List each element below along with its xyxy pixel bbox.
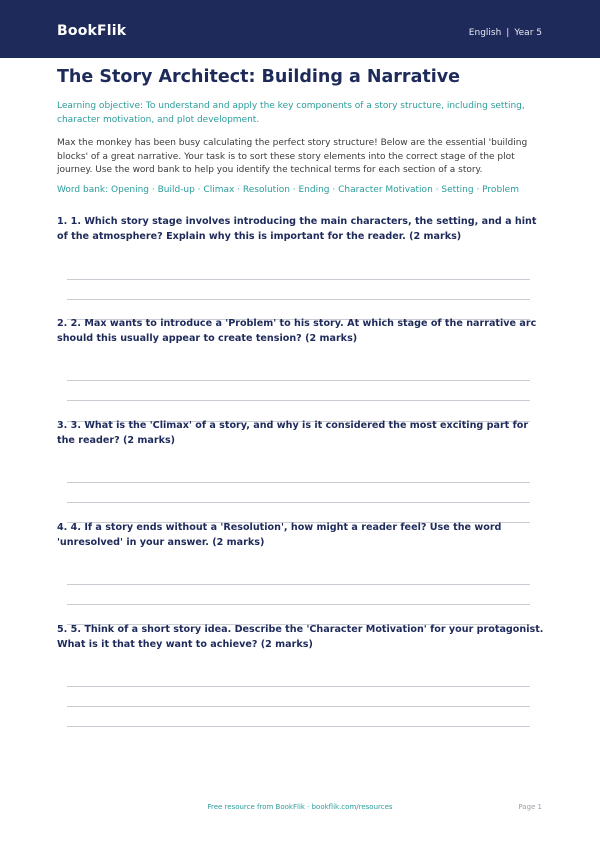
brand-logo[interactable]: BookFlik (57, 23, 127, 39)
page-title: The Story Architect: Building a Narrative (57, 67, 461, 87)
question-5: 5. 5. Think of a short story idea. Describe the 'Character Motivation' for your protagonist. What is it that they want to achieve? (2 marks) (57, 624, 544, 650)
answer-line[interactable] (67, 726, 530, 727)
intro-paragraph: Max the monkey has been busy calculating the perfect story structure! Below are the essential 'building blocks' of a great narrative. Your task is to sort these story elements into the correct stage of the plot journey. Use the word bank to help you identify the technical terms for each section of a story. (57, 138, 528, 175)
answer-line[interactable] (67, 686, 530, 687)
answer-line[interactable] (67, 299, 530, 300)
subject-year (469, 28, 542, 38)
answer-line[interactable] (67, 706, 530, 707)
question-3: 3. 3. What is the 'Climax' of a story, and why is it considered the most exciting part for the reader? (2 marks) (57, 420, 529, 446)
subject-label: English (468, 28, 502, 38)
answer-line[interactable] (67, 279, 530, 280)
word-bank: Word bank: Opening · Build-up · Climax · Resolution · Ending · Character Motivation · Setting · Problem (57, 185, 519, 195)
meta-separator: | (506, 28, 510, 38)
answer-line[interactable] (67, 400, 530, 401)
question-2: 2. 2. Max wants to introduce a 'Problem' to his story. At which stage of the narrative arc should this usually appear to create tension? (2 marks) (57, 318, 537, 344)
year-label: Year 5 (514, 28, 542, 38)
answer-line[interactable] (67, 380, 530, 381)
question-4: 4. 4. If a story ends without a 'Resolution', how might a reader feel? Use the word 'unresolved' in your answer. (2 marks) (57, 522, 502, 548)
answer-line[interactable] (67, 604, 530, 605)
answer-line[interactable] (67, 584, 530, 585)
answer-line[interactable] (67, 502, 530, 503)
header-bar (0, 0, 600, 58)
question-1: 1. 1. Which story stage involves introducing the main characters, the setting, and a hint of the atmosphere? Explain why this is important for the reader. (2 marks) (57, 216, 537, 242)
page-number: Page 1 (518, 803, 542, 811)
learning-objective: Learning objective: To understand and apply the key components of a story structure, including setting, character motivation, and plot development. (57, 101, 525, 125)
footer-link[interactable]: Free resource from BookFlik · bookflik.com/resources (207, 803, 393, 811)
answer-line[interactable] (67, 482, 530, 483)
